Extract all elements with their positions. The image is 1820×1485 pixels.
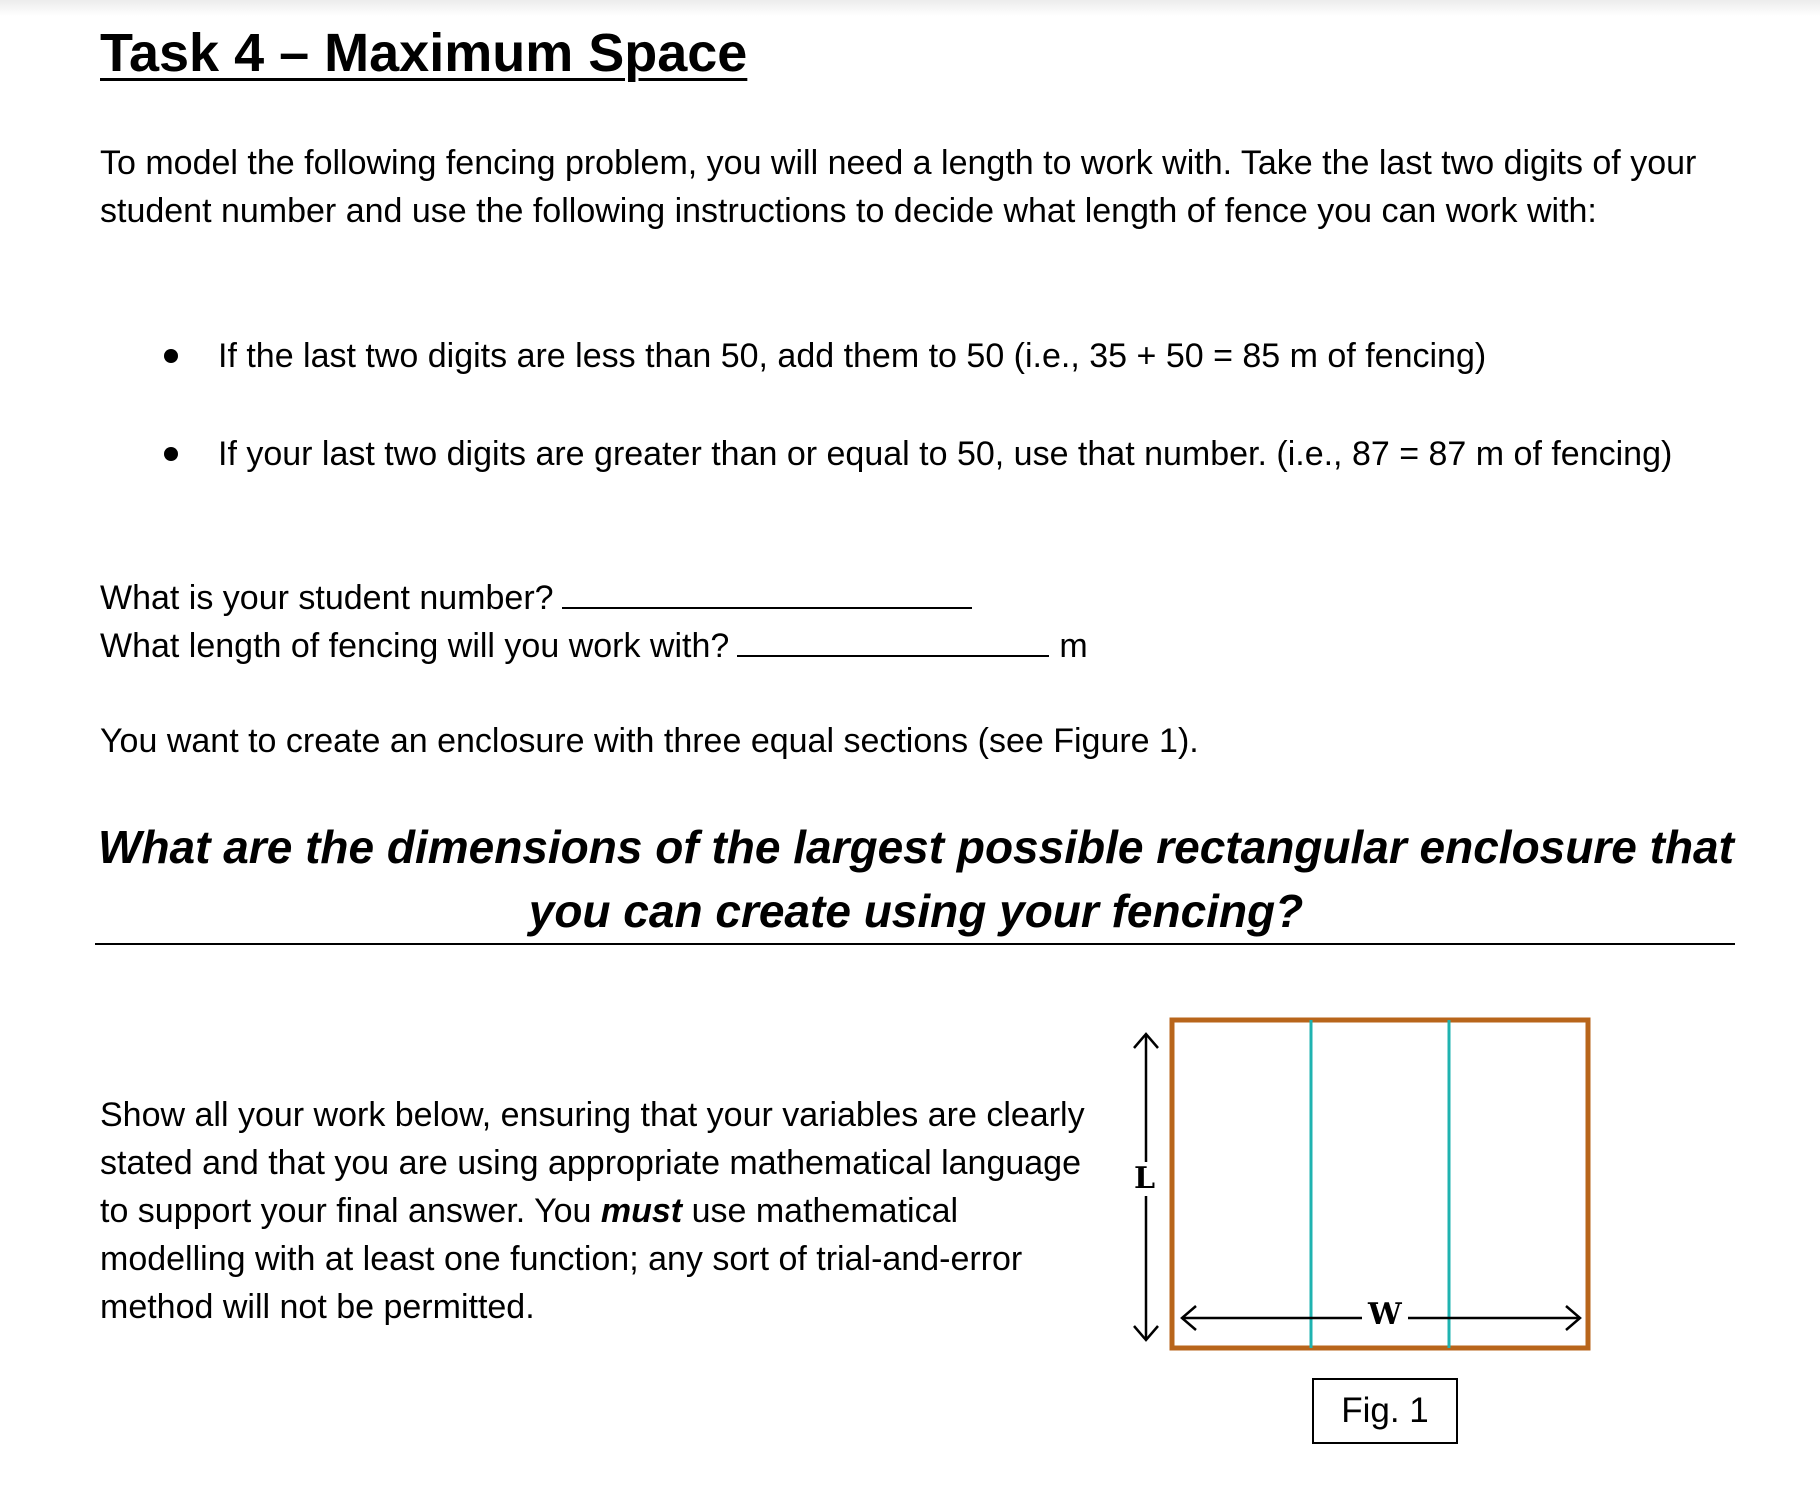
bullet-item-greater-or-equal-50 xyxy=(218,430,1708,478)
fencing-length-unit: m xyxy=(1059,627,1088,665)
bullet-dot-icon xyxy=(164,349,178,363)
bullet-dot-icon xyxy=(164,447,178,461)
question-underline xyxy=(95,943,1735,945)
enclosure-description: You want to create an enclosure with three equal sections (see Figure 1). xyxy=(100,722,1199,760)
width-label: W xyxy=(1362,1300,1408,1330)
bullet-text: If the last two digits are less than 50, add them to 50 (i.e., 35 + 50 = 85 m of fencing) xyxy=(218,337,1487,375)
student-number-label: What is your student number? xyxy=(100,579,554,617)
fencing-length-label: What length of fencing will you work with? xyxy=(100,627,730,665)
main-question: What are the dimensions of the largest possible rectangular enclosure that you can create using your fencing? xyxy=(98,821,1734,937)
work-instructions xyxy=(100,1091,1110,1331)
bullet-text: If your last two digits are greater than or equal to 50, use that number. (i.e., 87 = 87 m of fencing) xyxy=(218,435,1673,473)
must-emphasis: must xyxy=(600,1192,683,1230)
top-shade xyxy=(0,0,1820,16)
student-number-row xyxy=(100,574,972,622)
student-number-blank[interactable] xyxy=(562,577,972,609)
fencing-length-row xyxy=(100,622,1088,670)
length-label: L xyxy=(1134,1161,1156,1196)
intro-paragraph: To model the following fencing problem, you will need a length to work with. Take the last two digits of your student number and use the following instructions to decide what length of fence you can work with: xyxy=(100,144,1697,230)
page-title: Task 4 – Maximum Space xyxy=(100,23,748,83)
work-instructions-text: Show all your work below, ensuring that your variables are clearly stated and that you are using appropriate mathematical language to support your final answer. You xyxy=(100,1096,1085,1230)
bullet-item-less-than-50 xyxy=(218,332,1708,380)
figure-caption: Fig. 1 xyxy=(1312,1378,1458,1444)
work-instructions-text-end: use mathematical modelling with at least one function; any sort of trial-and-error method will not be permitted. xyxy=(100,1192,1023,1326)
fencing-length-blank[interactable] xyxy=(737,625,1049,657)
